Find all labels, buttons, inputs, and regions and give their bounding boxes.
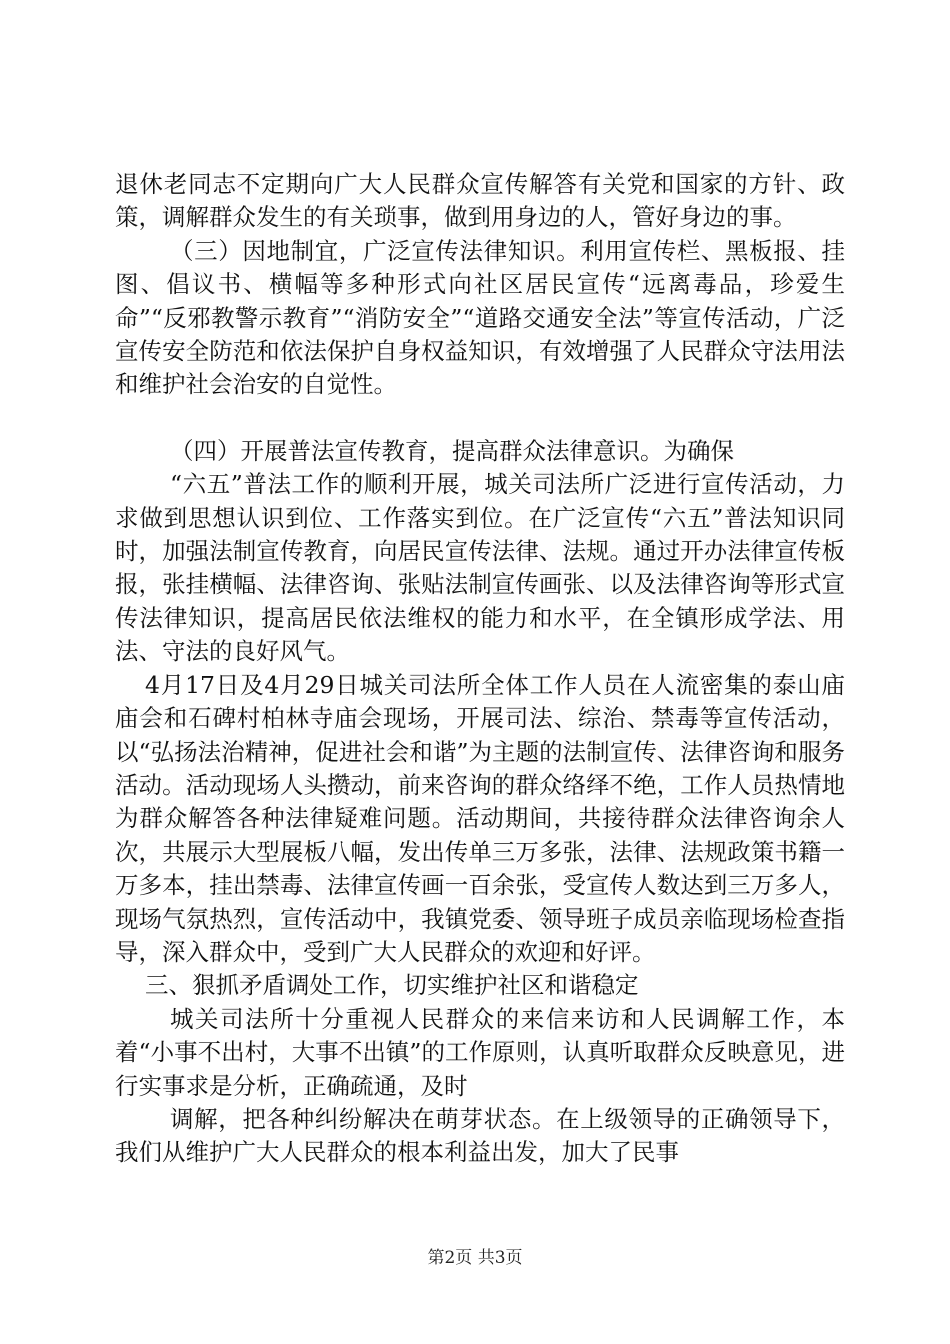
paragraph-mediation-cont: 调解，把各种纠纷解决在萌芽状态。在上级领导的正确领导下，我们从维护广大人民群众的根本利益出发，加大了民事 bbox=[115, 1104, 845, 1167]
paragraph-mediation: 城关司法所十分重视人民群众的来信来访和人民调解工作，本着“小事不出村，大事不出镇”的工作原则，认真听取群众反映意见，进行实事求是分析，正确疏通，及时 bbox=[115, 1004, 845, 1100]
document-body bbox=[115, 168, 845, 1170]
paragraph-section-4-heading: （四）开展普法宣传教育，提高群众法律意识。为确保 bbox=[170, 436, 734, 465]
paragraph-heading-3: 三、狠抓矛盾调处工作，切实维护社区和谐稳定 bbox=[145, 971, 639, 1000]
page-footer: 第2页 共3页 bbox=[427, 1248, 523, 1268]
paragraph-event: 4月17日及4月29日城关司法所全体工作人员在人流密集的泰山庙庙会和石碑村柏林寺庙会现场，开展司法、综治、禁毒等宣传活动，以“弘扬法治精神，促进社会和谐”为主题的法制宣传、法律咨询和服务活动。活动现场人头攒动，前来咨询的群众络绎不绝，工作人员热情地为群众解答各种法律疑难问题。活动期间，共接待群众法律咨询余人次，共展示大型展板八幅，发出传单三万多张，法律、法规政策书籍一万多本，挂出禁毒、法律宣传画一百余张，受宣传人数达到三万多人，现场气氛热烈，宣传活动中，我镇党委、领导班子成员亲临现场检查指导，深入群众中，受到广大人民群众的欢迎和好评。 bbox=[115, 670, 845, 966]
paragraph-section-3: （三）因地制宜，广泛宣传法律知识。利用宣传栏、黑板报、挂图、倡议书、横幅等多种形式向社区居民宣传“远离毒品，珍爱生命”“反邪教警示教育”“消防安全”“道路交通安全法”等宣传活动，广泛宣传安全防范和依法保护自身权益知识，有效增强了人民群众守法用法和维护社会治安的自觉性。 bbox=[115, 236, 845, 399]
paragraph-continuation: 退休老同志不定期向广大人民群众宣传解答有关党和国家的方针、政策，调解群众发生的有关琐事，做到用身边的人，管好身边的事。 bbox=[115, 170, 845, 232]
paragraph-section-4-body: “六五”普法工作的顺利开展，城关司法所广泛进行宣传活动，力求做到思想认识到位、工作落实到位。在广泛宣传“六五”普法知识同时，加强法制宣传教育，向居民宣传法律、法规。通过开办法律宣传板报，张挂横幅、法律咨询、张贴法制宣传画张、以及法律咨询等形式宣传法律知识，提高居民依法维权的能力和水平，在全镇形成学法、用法、守法的良好风气。 bbox=[115, 470, 845, 666]
